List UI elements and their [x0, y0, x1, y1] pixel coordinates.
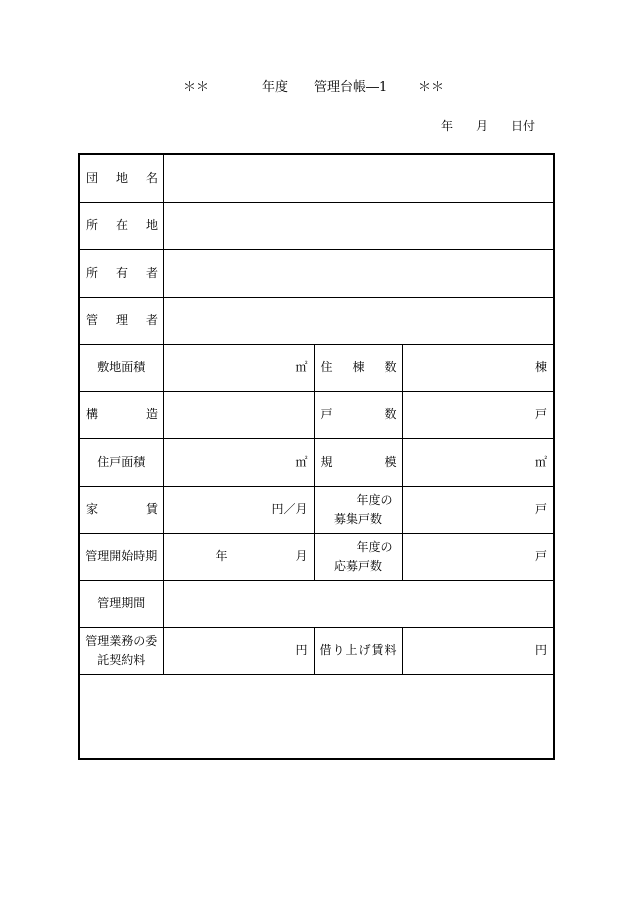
- row-unit-area: [79, 438, 554, 486]
- start-year-unit: 年: [215, 549, 228, 564]
- title-fiscal-year: 年度: [262, 80, 289, 95]
- building-count-label: 住 棟 数: [314, 344, 402, 391]
- estate-name-value: [163, 154, 554, 202]
- row-rent: [79, 486, 554, 533]
- structure-label: 構 造: [79, 391, 163, 438]
- unit-area-label: 住戸面積: [79, 438, 163, 486]
- lease-rent-unit: 円: [402, 627, 554, 674]
- recruit-label: [314, 486, 402, 533]
- period-value: [163, 580, 554, 627]
- row-site-area: [79, 344, 554, 391]
- fee-label-line2: 託契約料: [97, 652, 146, 667]
- title-mark-right: ＊＊: [418, 80, 445, 95]
- row-notes: [79, 674, 554, 759]
- recruit-unit: 戸: [402, 486, 554, 533]
- location-value: [163, 202, 554, 249]
- row-estate-name: [79, 154, 554, 202]
- start-month-unit: 月: [295, 549, 308, 564]
- notes-area: [79, 674, 554, 759]
- fee-label: [79, 627, 163, 674]
- row-manager: [79, 297, 554, 344]
- fee-unit: 円: [163, 627, 314, 674]
- scale-label: 規 模: [314, 438, 402, 486]
- rent-unit: 円／月: [163, 486, 314, 533]
- start-year-month: [164, 549, 314, 563]
- rent-label: 家 賃: [79, 486, 163, 533]
- ledger-table: [78, 153, 555, 760]
- unit-count-unit: 戸: [402, 391, 554, 438]
- location-label: 所 在 地: [79, 202, 163, 249]
- manager-value: [163, 297, 554, 344]
- site-area-label: 敷地面積: [79, 344, 163, 391]
- row-start: [79, 533, 554, 580]
- unit-area-unit: ㎡: [163, 438, 314, 486]
- row-fee: [79, 627, 554, 674]
- start-label: 管理開始時期: [79, 533, 163, 580]
- owner-value: [163, 249, 554, 297]
- title-name: 管理台帳―1: [314, 80, 388, 95]
- lease-rent-label: 借り上げ賃料: [314, 627, 402, 674]
- manager-label: 管 理 者: [79, 297, 163, 344]
- applicant-label-line2: 応募戸数: [333, 558, 382, 573]
- unit-count-label: 戸 数: [314, 391, 402, 438]
- owner-label: 所 有 者: [79, 249, 163, 297]
- period-label: 管理期間: [79, 580, 163, 627]
- date-day: 日付: [511, 119, 536, 133]
- fee-label-line1: 管理業務の委: [85, 633, 158, 648]
- row-structure: [79, 391, 554, 438]
- recruit-label-line1: 年度の: [356, 492, 393, 507]
- estate-name-label: 団 地 名: [79, 154, 163, 202]
- title-mark-left: ＊＊: [183, 80, 210, 95]
- scale-unit: ㎡: [402, 438, 554, 486]
- building-count-unit: 棟: [402, 344, 554, 391]
- recruit-label-line2: 募集戸数: [333, 511, 382, 526]
- applicant-label: [314, 533, 402, 580]
- date-month: 月: [476, 119, 489, 133]
- structure-value: [163, 391, 314, 438]
- applicant-label-line1: 年度の: [356, 539, 393, 554]
- row-location: [79, 202, 554, 249]
- date-year: 年: [441, 119, 454, 133]
- start-value: [163, 533, 314, 580]
- site-area-unit: ㎡: [163, 344, 314, 391]
- applicant-unit: 戸: [402, 533, 554, 580]
- row-owner: [79, 249, 554, 297]
- row-period: [79, 580, 554, 627]
